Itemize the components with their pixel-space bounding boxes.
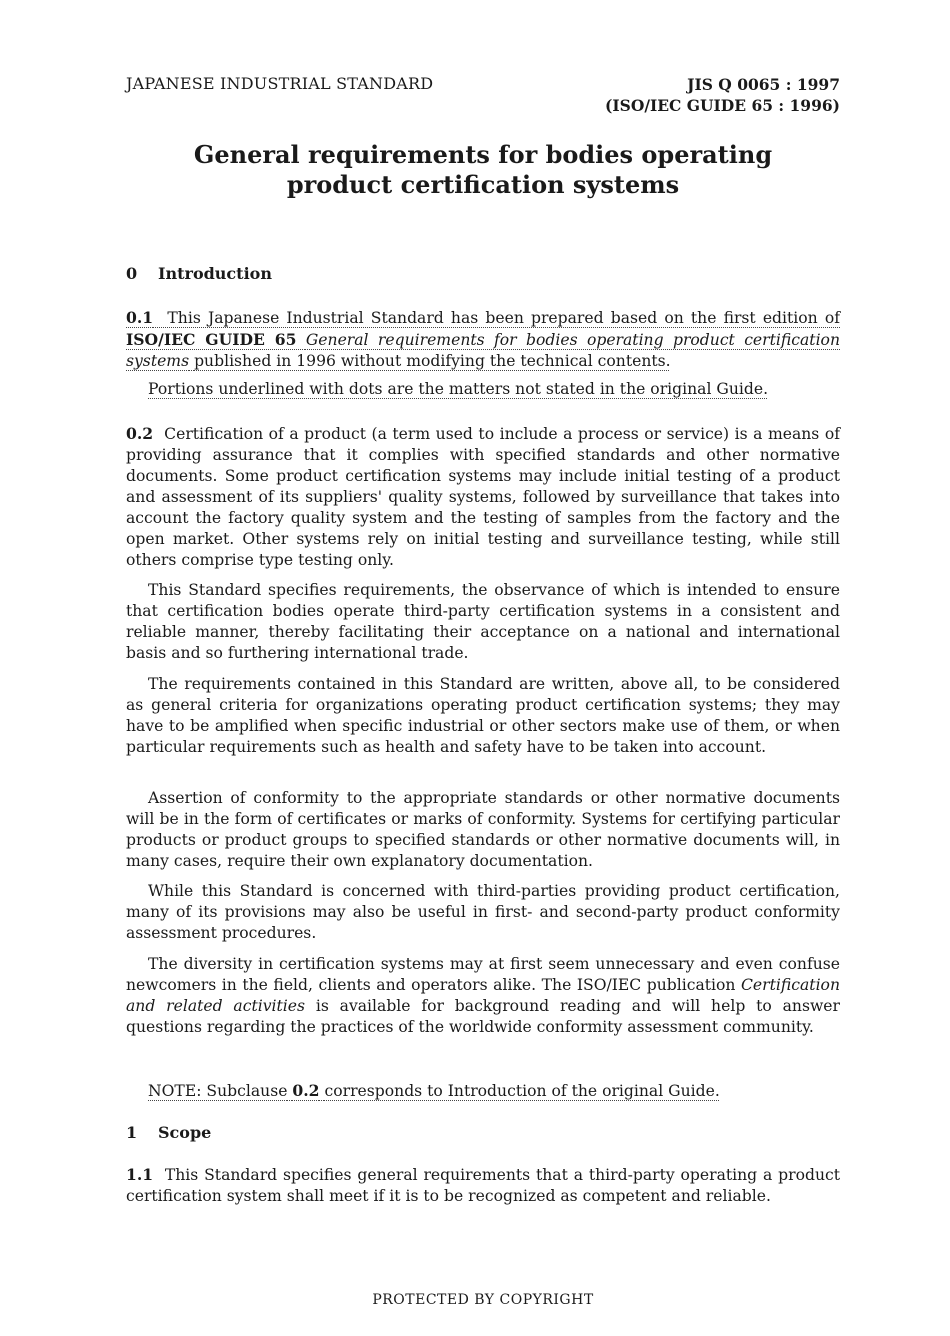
section-1-heading	[126, 1123, 211, 1142]
iso-number: (ISO/IEC GUIDE 65 : 1996)	[605, 96, 840, 115]
note-text: corresponds to Introduction of the original Guide.	[324, 1082, 720, 1100]
standard-number-header	[605, 74, 840, 116]
clause-number: 0.1	[126, 308, 154, 327]
section-number: 0	[126, 264, 138, 283]
standard-type-header: JAPANESE INDUSTRIAL STANDARD	[126, 74, 434, 93]
dotted-added-text	[126, 309, 840, 370]
title-line-1: General requirements for bodies operating	[193, 140, 773, 169]
title-line-2: product certification systems	[286, 170, 680, 199]
document-title	[126, 140, 840, 200]
dotted-note-text: Portions underlined with dots are the matters not stated in the original Guide.	[148, 380, 769, 398]
para-text: Certification of a product (a term used to include a process or service) is a means of providing assurance that it complies with specified standards and other normative documents. Some product certification systems may include initial testing of a product and assessment of its suppliers' quality systems, followed by surveillance that takes into account the factory quality system and the testing of samples from the factory and the open market. Other systems rely on initial testing and surveillance testing, while still others comprise type testing only.	[126, 425, 840, 569]
para-text: published in 1996 without modifying the technical contents.	[194, 352, 671, 370]
jis-number: JIS Q 0065 : 1997	[687, 75, 840, 94]
paragraph-0-1	[126, 307, 840, 372]
dotted-note-text	[148, 1082, 720, 1100]
section-number: 1	[126, 1123, 138, 1142]
note-0-2	[126, 1080, 840, 1102]
paragraph-general-criteria: The requirements contained in this Standard are written, above all, to be considered as general criteria for organizations operating product certification systems; they may have to be amplified when specific industrial or other sectors make use of them, or when particular requirements such as health and safety have to be taken into account.	[126, 675, 840, 756]
section-title: Introduction	[158, 264, 272, 283]
copyright-footer: PROTECTED BY COPYRIGHT	[372, 1292, 594, 1308]
paragraph-0-2	[126, 423, 840, 571]
publication-title: Certification and related activities	[126, 976, 840, 1015]
clause-number: 1.1	[126, 1165, 154, 1184]
para-text: This Standard specifies general requirements that a third-party operating a product certification system shall meet if it is to be recognized as competent and reliable.	[126, 1166, 840, 1205]
paragraph-0-1-note	[126, 379, 840, 400]
section-title: Scope	[158, 1123, 212, 1142]
para-text: The diversity in certification systems may at first seem unnecessary and even confuse newcomers in the field, clients and operators alike. The ISO/IEC publication	[126, 955, 840, 994]
guide-reference: ISO/IEC GUIDE 65	[126, 330, 297, 349]
guide-title: General requirements for bodies operating product certification systems	[126, 331, 840, 370]
paragraph-requirements: This Standard specifies requirements, the observance of which is intended to ensure that certification bodies operate third-party certification systems in a consistent and reliable manner, thereby facilitating their acceptance on a national and international basis and so furthering international trade.	[126, 581, 840, 662]
para-text: This Japanese Industrial Standard has been prepared based on the first edition of	[167, 309, 840, 327]
clause-number: 0.2	[126, 424, 154, 443]
para-text: is available for background reading and will help to answer questions regarding the practices of the worldwide conformity assessment community.	[126, 997, 840, 1036]
paragraph-assertion: Assertion of conformity to the appropriate standards or other normative documents will be in the form of certificates or marks of conformity. Systems for certifying particular products or product groups to specified standards or other normative documents will, in many cases, require their own explanatory documentation.	[126, 789, 840, 870]
note-text: NOTE: Subclause	[148, 1082, 288, 1100]
section-0-heading	[126, 264, 272, 283]
paragraph-1-1	[126, 1164, 840, 1207]
clause-reference: 0.2	[292, 1081, 320, 1100]
paragraph-diversity	[126, 954, 840, 1038]
paragraph-third-parties: While this Standard is concerned with third-parties providing product certification, many of its provisions may also be useful in first- and second-party product conformity assessment procedures.	[126, 882, 840, 942]
document-page	[126, 0, 840, 1336]
